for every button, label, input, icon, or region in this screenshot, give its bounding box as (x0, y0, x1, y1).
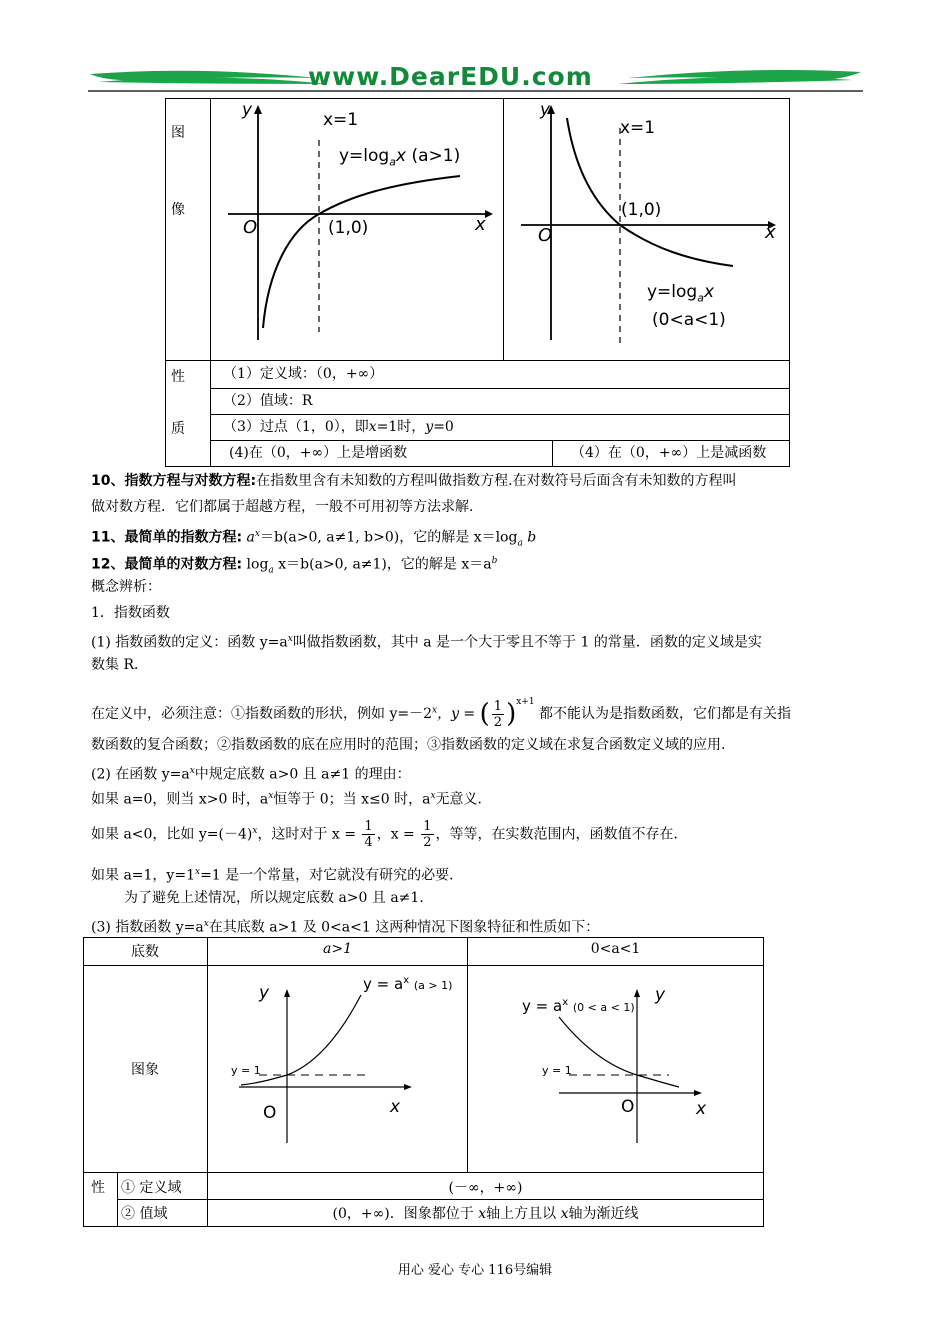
x-axis-arrow (404, 1084, 412, 1090)
section-3-heading: (3) 指数函数 $y=a^x$在其底数 a>1 及 0<a<1 这两种情况下图象特征和性质如下： (91, 919, 600, 936)
graph-row-label-1: 图 (171, 125, 185, 141)
right-equation: $y=\log_ax$ (647, 282, 715, 305)
exp-left-equation: $y = a^x$ (a > 1) (363, 975, 453, 993)
graph-row-label-2: 像 (171, 202, 185, 218)
prop-point: （3）过点（1，0），即x=1时，y=0 (223, 419, 454, 435)
prop-row-label-1: 性 (171, 369, 185, 385)
exp-right-origin: O (621, 1097, 635, 1117)
right-point-label: (1,0) (621, 200, 662, 220)
prop-decreasing: （4）在（0，+∞）上是减函数 (571, 445, 767, 461)
domain-label: ① 定义域 (121, 1180, 182, 1196)
header-a-gt-1: a>1 (323, 941, 352, 957)
range-label: ② 值域 (121, 1206, 168, 1222)
exp-table (83, 937, 764, 1227)
exp-left-y-label: y (259, 983, 270, 1003)
para-10-line1: 10、指数方程与对数方程:在指数里含有未知数的方程叫做指数方程.在对数符号后面含有未知数的方程叫 (91, 473, 737, 489)
header-base: 底数 (131, 944, 159, 960)
case-a-zero: 如果 a=0，则当 x>0 时，$a^x$恒等于 0；当 x≤0 时，$a^x$无意义． (91, 791, 492, 808)
log-curve (263, 176, 460, 328)
avoid-note: 为了避免上述情况，所以规定底数 a>0 且 a≠1． (124, 890, 434, 906)
right-vline-label: x=1 (620, 118, 656, 138)
prop-domain: （1）定义域：（0，+∞） (223, 366, 384, 382)
right-equation-cond: (0<a<1) (652, 310, 726, 330)
header-a-lt-1: 0<a<1 (590, 941, 641, 957)
para-10-line2: 做对数方程．它们都属于超越方程，一般不可用初等方法求解. (91, 499, 474, 515)
note-line2: 数函数的复合函数；②指数函数的底在应用时的范围；③指数函数的定义域在求复合函数定义域的应用． (91, 737, 735, 753)
exp-curve (559, 1017, 679, 1087)
left-origin-label: O (243, 217, 258, 238)
log-graph-decreasing (513, 100, 783, 358)
reason-heading: (2) 在函数 $y=a^x$中规定底数 a>0 且 a≠1 的理由： (91, 766, 411, 783)
left-x-label: x (475, 214, 486, 235)
definition-line2: 数集 R． (91, 657, 148, 673)
y-axis-arrow (254, 105, 262, 114)
exp-left-origin: O (263, 1103, 277, 1123)
exp-right-y-label: y (655, 985, 666, 1005)
para-12: 12、最简单的对数方程: $\log_a x=b(a>0$, a≠1)，它的解是 $x=a^b$ (91, 556, 498, 576)
x-axis-arrow (485, 210, 493, 218)
definition-line1: (1) 指数函数的定义：函数 $y=a^x$叫做指数函数，其中 a 是一个大于零且不等于 1 的常量．函数的定义域是实 (91, 634, 762, 651)
prop-range: （2）值域：R (223, 393, 313, 409)
prop-increasing: (4)在（0，+∞）上是增函数 (229, 445, 408, 461)
right-origin-label: O (538, 225, 553, 246)
exp-left-x-label: x (390, 1097, 401, 1117)
right-x-label: x (765, 222, 776, 243)
prop-row-label-2: 质 (171, 421, 185, 437)
left-y-label: y (242, 100, 253, 120)
right-y-label: y (540, 100, 551, 120)
case-a-negative: 如果 a<0，比如 $y=(-4)^x$，这时对于 x = $\frac{1}{4}$ ，x = $\frac{1}{2}$ ，等等，在实数范围内，函数值不存在． (91, 819, 688, 851)
domain-value: (－∞，+∞) (448, 1180, 523, 1196)
left-equation: $y=\log_ax$ (a>1) (339, 146, 461, 169)
x-axis-arrow (694, 1090, 702, 1096)
range-value: (0，+∞)．图象都位于 x轴上方且以 x轴为渐近线 (332, 1206, 639, 1222)
log-table (165, 98, 790, 467)
para-11: 11、最简单的指数方程: $a^x=b(a>0$, a≠1, b>0)，它的解是 $x=\log_a$ b (91, 529, 537, 549)
y-axis-arrow (284, 989, 290, 997)
left-vline-label: x=1 (323, 110, 359, 130)
y-axis-arrow (634, 989, 640, 997)
prop-label: 性 (91, 1180, 105, 1196)
row-graph-label: 图象 (131, 1062, 159, 1078)
note-line1: 在定义中，必须注意：①指数函数的形状，例如 $y=-2^x$，y = ( $\frac{1}{2}$ )$^{x+1}$ 都不能认为是指数函数，它们都是有关指 (91, 697, 792, 730)
exp-left-y1: y = 1 (231, 1064, 261, 1077)
exp-right-equation: $y = a^x$ (0 < a < 1) (522, 997, 635, 1015)
case-a-one: 如果 a=1，$y=1^x=1$ 是一个常量，对它就没有研究的必要． (91, 867, 464, 884)
left-point-label: (1,0) (328, 218, 369, 238)
exp-right-x-label: x (696, 1099, 707, 1119)
concept-heading: 概念辨析： (91, 579, 161, 595)
footer: 用心 爱心 专心 116号编辑 (397, 1263, 553, 1278)
site-logo: www.DearEDU.com (308, 62, 593, 91)
section-1-heading: 1．指数函数 (91, 605, 170, 621)
log-curve (567, 118, 733, 266)
exp-right-y1: y = 1 (542, 1064, 572, 1077)
